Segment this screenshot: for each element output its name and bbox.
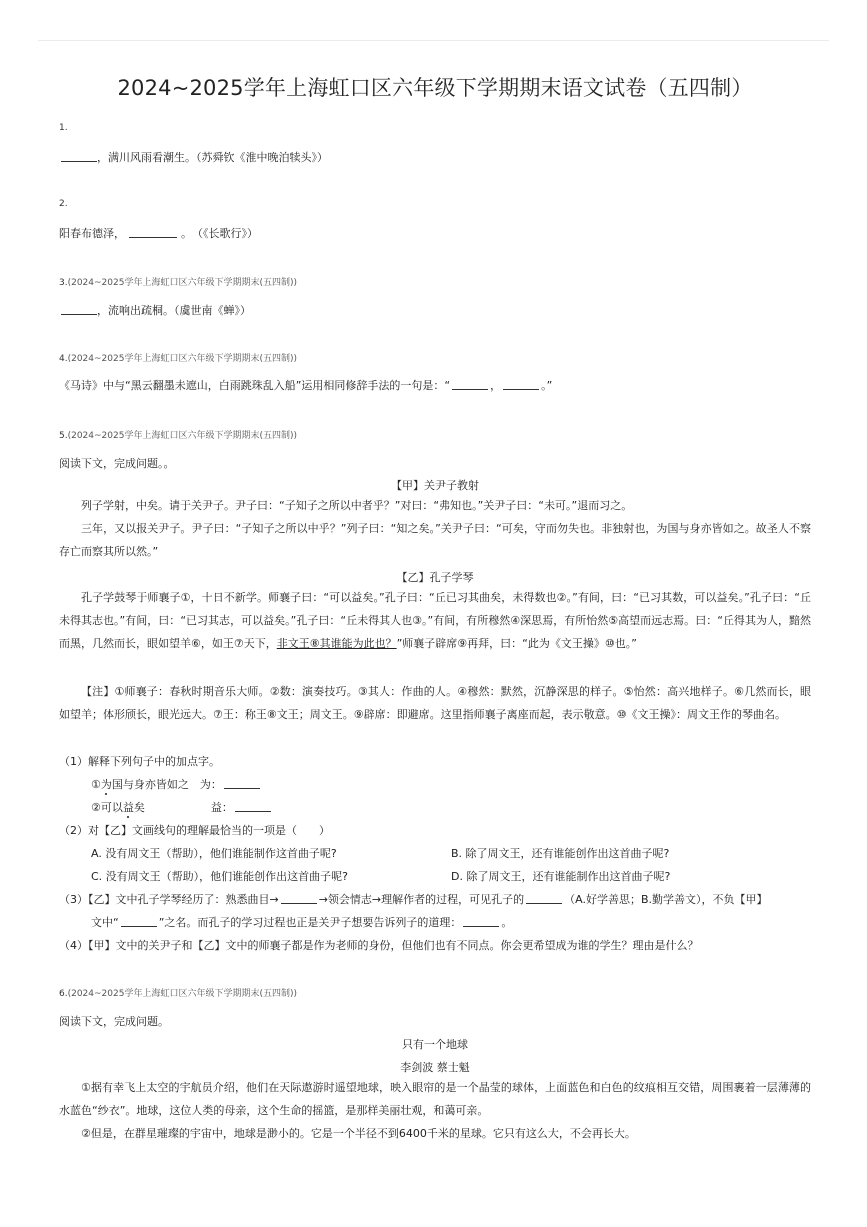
question-5-intro: 阅读下文，完成问题。。: [59, 457, 175, 470]
passage-notes: 【注】①师襄子：春秋时期音乐大师。②数：演奏技巧。③其人：作曲的人。④穆然：默然，沉静深思的样子。⑤怡然：高兴地样子。⑥几然而长，眼如望羊；体形颀长，眼光远大。⑦王：称王⑧文王；周文王。⑨辟席：即避席。这里指师襄子离座而起，表示敬意。⑩《文王操》：周文王作的琴曲名。: [59, 685, 811, 721]
answer-blank[interactable]: [526, 892, 562, 904]
question-5-number: 5.(2024~2025学年上海虹口区六年级下学期期末(五四制)): [59, 431, 297, 441]
passage-yi-paragraph: 孔子学鼓琴于师襄子①，十日不新学。师襄子曰：“可以益矣。”孔子曰：“丘已习其曲矣，未得数也②。”有间，曰：“已习其数，可以益矣。”孔子曰：“丘未得其志也。”有间，曰：“已习其志，可以益矣。”孔子曰：“丘未得其人也③。”有间，有所穆然④深思焉，有所怡然⑤高望而远志焉。曰：“丘得其为人，黯然而黑，几然而长，眼如望羊⑥，如王⑦天下，非文王⑧其谁能为此也？”师襄子辟席⑨再拜，曰：“此为《文王操》⑩也。”: [59, 591, 811, 650]
dotted-character: 为: [100, 778, 112, 791]
option-b[interactable]: B. 除了周文王，还有谁能创作出这首曲子呢?: [451, 847, 670, 860]
passage-paragraph-2: ②但是，在群星璀璨的宇宙中，地球是渺小的。它是一个半径不到6400千米的星球。它只有这么大，不会再长大。: [81, 1127, 636, 1140]
subquestion-3-line-2: 文中“ ”之名。而孔子的学习过程也正是关尹子想要告诉列子的道理： 。: [91, 916, 513, 929]
answer-blank[interactable]: [129, 226, 177, 238]
answer-blank[interactable]: [61, 303, 97, 315]
answer-blank[interactable]: [61, 150, 97, 162]
answer-blank[interactable]: [235, 800, 271, 812]
header-rule: [38, 40, 829, 41]
passage-jia-paragraph-2: 三年，又以报关尹子。尹子曰：“子知子之所以中乎？”列子曰：“知之矣。”关尹子曰：“可矣，守而勿失也。非独射也，为国与身亦皆如之。故圣人不察存亡而察其所以然。”: [59, 522, 811, 558]
passage-yi-title: 【乙】孔子学琴: [396, 571, 474, 584]
option-a[interactable]: A. 没有周文王（帮助），他们谁能制作这首曲子呢?: [91, 847, 337, 860]
passage-jia-title: 【甲】关尹子教射: [391, 479, 479, 492]
question-3-number: 3.(2024~2025学年上海虹口区六年级下学期期末(五四制)): [59, 278, 297, 288]
subquestion-1-item-a: ①为国与身亦皆如之 为：: [91, 776, 260, 792]
question-2-number: 2.: [59, 199, 68, 209]
question-4-text: 《马诗》中与“黑云翻墨未遮山，白雨跳珠乱入船”运用相同修辞手法的一句是：“ ， 。”: [59, 379, 553, 392]
page-title: 2024~2025学年上海虹口区六年级下学期期末语文试卷（五四制）: [117, 76, 753, 100]
question-1-text: ，满川风雨看潮生。（苏舜钦《淮中晚泊犊头》）: [59, 149, 328, 165]
answer-blank[interactable]: [281, 892, 317, 904]
answer-blank[interactable]: [463, 915, 499, 927]
passage-title: 只有一个地球: [402, 1038, 468, 1051]
subquestion-1-item-b: ②可以益矣 益：: [91, 799, 271, 815]
passage-authors: 李剑波 蔡士魁: [400, 1061, 470, 1074]
answer-blank[interactable]: [503, 378, 539, 390]
question-6-intro: 阅读下文，完成问题。: [59, 1015, 169, 1028]
question-2-text: 阳春布德泽， 。 （《长歌行》）: [59, 227, 258, 240]
question-3-text: ，流响出疏桐。（虞世南《蝉》）: [59, 302, 251, 318]
answer-blank[interactable]: [452, 378, 488, 390]
subquestion-4: （4）【甲】文中的关尹子和【乙】文中的师襄子都是作为老师的身份，但他们也有不同点。你会更希望成为谁的学生？理由是什么？: [59, 939, 699, 952]
question-1-number: 1.: [59, 123, 68, 133]
dotted-character: 益: [122, 801, 134, 814]
question-4-number: 4.(2024~2025学年上海虹口区六年级下学期期末(五四制)): [59, 354, 297, 364]
passage-paragraph-1: ①据有幸飞上太空的宇航员介绍，他们在天际遨游时遥望地球，映入眼帘的是一个晶莹的球体，上面蓝色和白色的纹痕相互交错，周围裹着一层薄薄的水蓝色“纱衣”。地球，这位人类的母亲，这个生命的摇篮，是那样美丽壮观，和蔼可亲。: [59, 1081, 811, 1117]
option-d[interactable]: D. 除了周文王，还有谁能制作出这首曲子呢?: [451, 870, 671, 883]
subquestion-2: （2）对【乙】文画线句的理解最恰当的一项是（ ）: [59, 824, 330, 837]
underlined-sentence: 非文王⑧其谁能为此也？: [276, 637, 397, 650]
question-6-number: 6.(2024~2025学年上海虹口区六年级下学期期末(五四制)): [59, 989, 297, 999]
passage-jia-paragraph-1: 列子学射，中矣。请于关尹子。尹子曰：“子知子之所以中者乎？”对曰：“弗知也。”关尹子曰：“未可。”退而习之。: [81, 499, 633, 512]
answer-blank[interactable]: [224, 777, 260, 789]
answer-blank[interactable]: [121, 915, 157, 927]
subquestion-3-line-1: （3）【乙】文中孔子学琴经历了：熟悉曲目→ →领会情志→理解作者的过程，可见孔子的 （A.好学善思；B.勤学善文），不负【甲】: [59, 893, 768, 906]
subquestion-1: （1）解释下列句子中的加点字。: [59, 755, 220, 768]
option-c[interactable]: C. 没有周文王（帮助），他们谁能创作出这首曲子呢?: [91, 870, 349, 883]
